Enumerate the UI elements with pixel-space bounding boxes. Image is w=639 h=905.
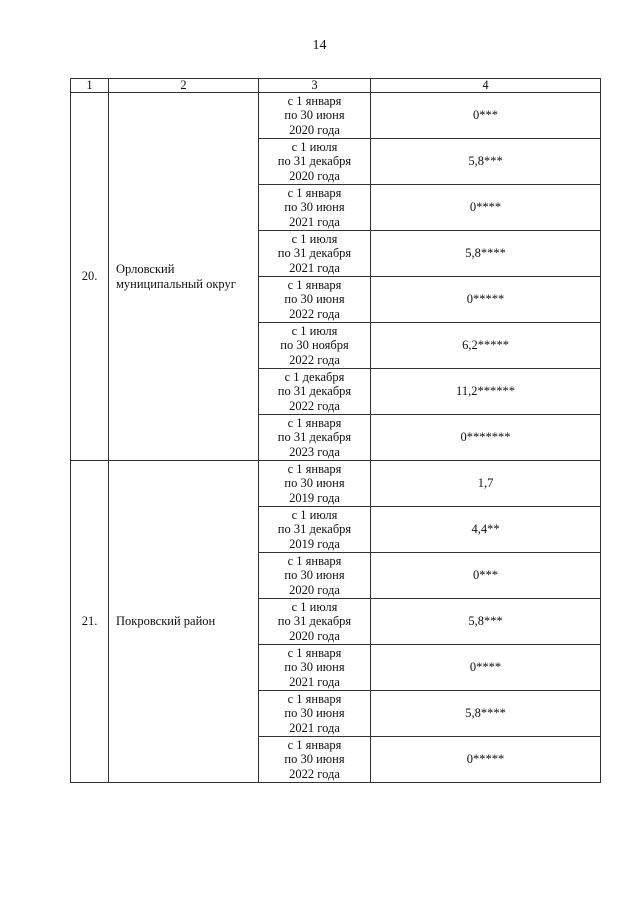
period-cell <box>259 139 371 185</box>
period-cell <box>259 737 371 783</box>
header-col-4: 4 <box>371 79 601 93</box>
value-cell: 5,8*** <box>371 599 601 645</box>
period-cell <box>259 553 371 599</box>
period-cell <box>259 323 371 369</box>
header-col-2: 2 <box>109 79 259 93</box>
period-line: с 1 января <box>287 461 342 476</box>
period-line: 2021 года <box>289 674 340 689</box>
header-col-1: 1 <box>71 79 109 93</box>
period-line: с 1 июля <box>291 231 338 246</box>
period-line: с 1 июля <box>291 139 338 154</box>
period-line: 2021 года <box>289 214 340 229</box>
period-line: 2022 года <box>289 766 340 781</box>
period-line: 2020 года <box>289 168 340 183</box>
period-line: 2020 года <box>289 582 340 597</box>
page-number: 14 <box>312 38 327 53</box>
period-line: по 30 июня <box>284 568 345 583</box>
period-line: 2020 года <box>289 122 340 137</box>
period-cell <box>259 415 371 461</box>
value-cell: 0*** <box>371 553 601 599</box>
period-line: с 1 января <box>287 185 342 200</box>
period-cell <box>259 93 371 139</box>
row-number: 20. <box>71 93 109 461</box>
value-cell: 5,8**** <box>371 691 601 737</box>
value-cell: 0**** <box>371 645 601 691</box>
value-cell: 4,4** <box>371 507 601 553</box>
period-line: с 1 января <box>287 737 342 752</box>
period-line: с 1 января <box>287 645 342 660</box>
period-line: с 1 декабря <box>284 369 345 384</box>
period-line: по 31 декабря <box>277 430 352 445</box>
period-line: по 30 июня <box>284 660 345 675</box>
value-cell: 0*** <box>371 93 601 139</box>
period-line: по 30 июня <box>284 752 345 767</box>
tariff-table <box>70 78 601 783</box>
period-cell <box>259 599 371 645</box>
period-line: с 1 января <box>287 553 342 568</box>
period-line: 2023 года <box>289 444 340 459</box>
period-line: по 30 июня <box>284 292 345 307</box>
period-line: по 30 июня <box>284 108 345 123</box>
period-cell <box>259 185 371 231</box>
value-cell: 0**** <box>371 185 601 231</box>
period-line: 2021 года <box>289 720 340 735</box>
period-line: по 30 ноября <box>280 338 349 353</box>
period-line: по 31 декабря <box>277 614 352 629</box>
header-row <box>71 79 601 93</box>
period-line: 2022 года <box>289 352 340 367</box>
period-line: 2019 года <box>289 490 340 505</box>
period-line: 2021 года <box>289 260 340 275</box>
value-cell: 0******* <box>371 415 601 461</box>
period-line: с 1 июля <box>291 599 338 614</box>
period-line: 2022 года <box>289 306 340 321</box>
row-number: 21. <box>71 461 109 783</box>
period-line: по 31 декабря <box>277 154 352 169</box>
period-line: с 1 января <box>287 691 342 706</box>
period-line: по 30 июня <box>284 200 345 215</box>
table-body <box>71 93 601 783</box>
period-line: 2022 года <box>289 398 340 413</box>
period-line: с 1 января <box>287 277 342 292</box>
period-line: по 30 июня <box>284 706 345 721</box>
period-line: по 31 декабря <box>277 384 352 399</box>
value-cell: 0***** <box>371 277 601 323</box>
table-row <box>71 461 601 507</box>
period-line: с 1 июля <box>291 507 338 522</box>
period-line: 2020 года <box>289 628 340 643</box>
value-cell: 0***** <box>371 737 601 783</box>
period-cell <box>259 645 371 691</box>
period-cell <box>259 231 371 277</box>
period-cell <box>259 369 371 415</box>
table-row <box>71 93 601 139</box>
period-line: по 30 июня <box>284 476 345 491</box>
value-cell: 1,7 <box>371 461 601 507</box>
period-cell <box>259 461 371 507</box>
period-cell <box>259 277 371 323</box>
period-line: по 31 декабря <box>277 246 352 261</box>
period-line: с 1 января <box>287 415 342 430</box>
header-col-3: 3 <box>259 79 371 93</box>
period-line: 2019 года <box>289 536 340 551</box>
period-cell <box>259 691 371 737</box>
value-cell: 6,2***** <box>371 323 601 369</box>
value-cell: 11,2****** <box>371 369 601 415</box>
period-cell <box>259 507 371 553</box>
municipality-name: Орловский муниципальный округ <box>109 93 259 461</box>
period-line: с 1 июля <box>291 323 338 338</box>
value-cell: 5,8**** <box>371 231 601 277</box>
period-line: с 1 января <box>287 93 342 108</box>
municipality-name: Покровский район <box>109 461 259 783</box>
value-cell: 5,8*** <box>371 139 601 185</box>
period-line: по 31 декабря <box>277 522 352 537</box>
